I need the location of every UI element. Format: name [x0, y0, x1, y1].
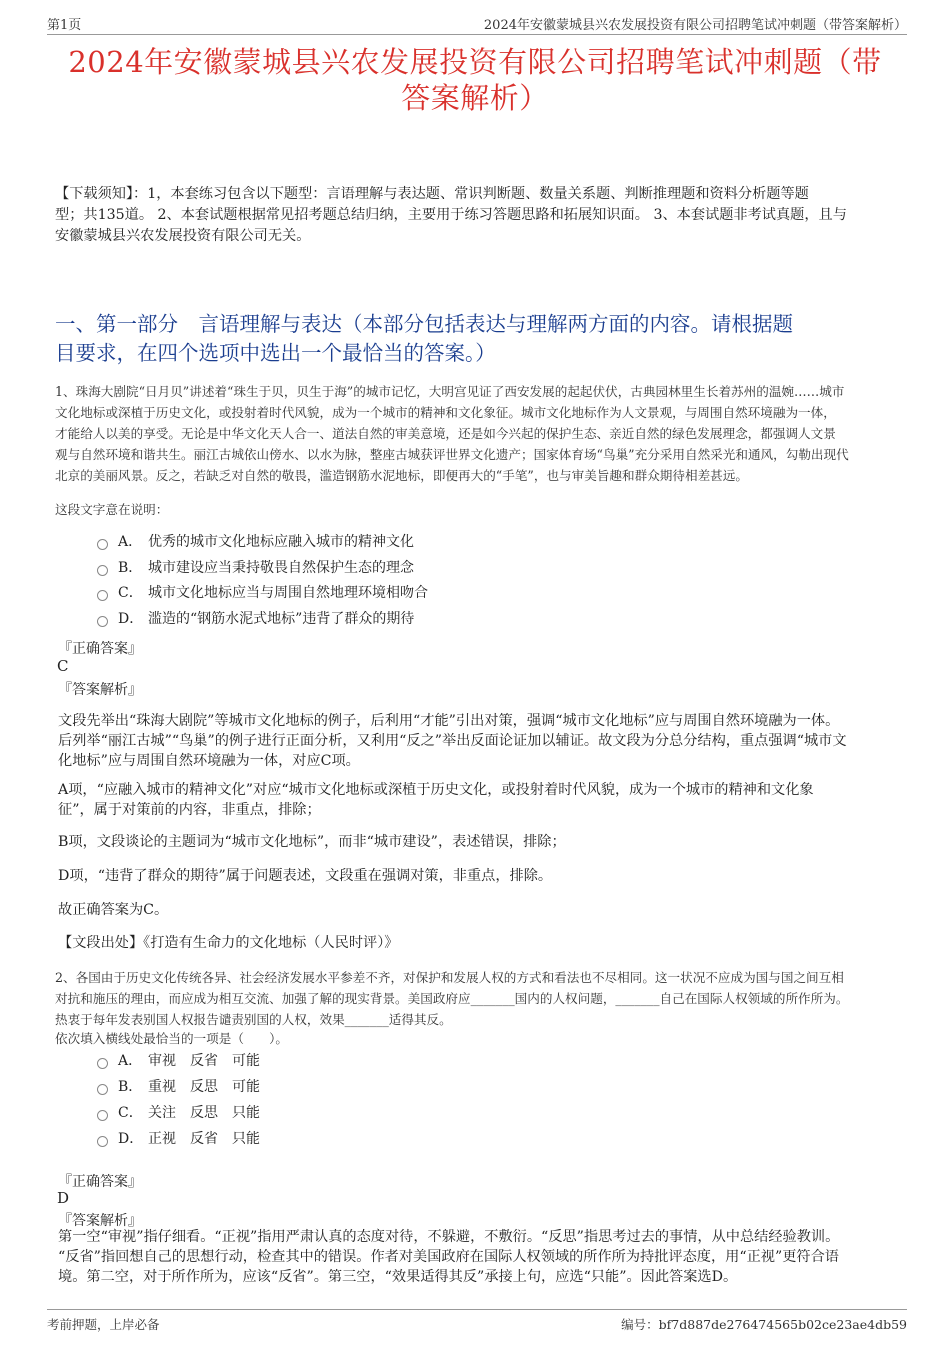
q1-analysis — [58, 711, 900, 771]
footer-serial-number: 编号：bf7d887de276474565b02ce23ae4db59 — [621, 1317, 907, 1332]
option-text: 城市文化地标应当与周围自然地理环境相吻合 — [148, 585, 428, 601]
section-1-heading — [55, 310, 905, 368]
notice-line: 安徽蒙城县兴农发展投资有限公司无关。 — [55, 228, 311, 244]
document-title — [40, 44, 910, 116]
q1-answer-label: 『正确答案』 — [58, 641, 142, 657]
analysis-line: 征”，属于对策前的内容，非重点，排除； — [58, 802, 321, 818]
q2-option-c[interactable] — [97, 1103, 260, 1123]
q2-analysis — [58, 1227, 900, 1287]
option-letter: D． — [118, 611, 144, 627]
option-letter: D． — [118, 1131, 144, 1147]
footer-divider — [47, 1309, 907, 1310]
question-2-stem — [55, 967, 900, 1048]
radio-button-icon[interactable] — [97, 539, 108, 550]
q1-conclusion: 故正确答案为C。 — [58, 902, 169, 918]
option-letter: A． — [118, 534, 143, 550]
analysis-line: 第一空“审视”指仔细看。“正视”指用严肃认真的态度对待，不躲避，不敷衍。“反思”指思考过去的事情，从中总结经验教训。 — [58, 1229, 840, 1245]
option-text: 滥造的“钢筋水泥式地标”违背了群众的期待 — [148, 611, 415, 627]
analysis-line: 后列举“丽江古城”“鸟巢”的例子进行正面分析，又利用“反之”举出反面论证加以辅证。故文段为分总分结构，重点强调“城市文 — [58, 733, 847, 749]
q1-answer: C — [57, 657, 69, 675]
question-1-stem — [55, 381, 900, 486]
q1-analysis-label: 『答案解析』 — [58, 682, 142, 698]
option-text: 重视 反思 可能 — [148, 1079, 260, 1095]
question-line: 文化地标或深植于历史文化，或投射着时代风貌，成为一个城市的精神和文化象征。城市文化地标作为人文景观，与周围自然环境融为一体， — [55, 405, 836, 420]
option-text: 优秀的城市文化地标应融入城市的精神文化 — [148, 534, 414, 550]
option-text: 审视 反省 可能 — [148, 1053, 260, 1069]
question-line: 2、各国由于历史文化传统各异、社会经济发展水平参差不齐，对保护和发展人权的方式和看法也不尽相同。这一状况不应成为国与国之间互相 — [55, 970, 844, 985]
analysis-line: 文段先举出“珠海大剧院”等城市文化地标的例子，后利用“才能”引出对策，强调“城市文化地标”应与周围自然环境融为一体。 — [58, 713, 840, 729]
question-line: 才能给人以美的享受。无论是中华文化天人合一、道法自然的审美意境，还是如今兴起的保护生态、亲近自然的绿色发展理念，都强调人文景 — [55, 426, 836, 441]
analysis-line: A项，“应融入城市的精神文化”对应“城市文化地标或深植于历史文化，或投射着时代风貌，成为一个城市的精神和文化象 — [58, 782, 814, 798]
question-1-prompt: 这段文字意在说明： — [55, 502, 169, 517]
q1-option-a[interactable] — [97, 532, 414, 552]
option-letter: B． — [118, 560, 143, 576]
question-line: 热衷于每年发表别国人权报告谴责别国的人权，效果_______适得其反。 — [55, 1012, 452, 1027]
q2-analysis-label: 『答案解析』 — [58, 1213, 142, 1229]
question-line: 观与自然环境和谐共生。丽江古城依山傍水、以水为脉，整座古城获评世界文化遗产；国家体育场“鸟巢”充分采用自然采光和通风，勾勒出现代 — [55, 447, 849, 462]
question-line: 对抗和施压的理由，而应成为相互交流、加强了解的现实背景。美国政府应_______国内的人权问题，_______自己在国际人权领域的所作所为。 — [55, 991, 849, 1006]
q1-source: 【文段出处】《打造有生命力的文化地标（人民时评）》 — [58, 935, 399, 951]
q1-analysis-item-a — [58, 780, 900, 820]
option-letter: C． — [118, 585, 143, 601]
radio-button-icon[interactable] — [97, 1084, 108, 1095]
radio-button-icon[interactable] — [97, 1110, 108, 1121]
q1-analysis-item-b: B项，文段谈论的主题词为“城市文化地标”，而非“城市建设”，表述错误，排除； — [58, 834, 566, 850]
radio-button-icon[interactable] — [97, 565, 108, 576]
option-text: 关注 反思 只能 — [148, 1105, 260, 1121]
notice-line: 【下载须知】：1，本套练习包含以下题型：言语理解与表达题、常识判断题、数量关系题、判断推理题和资料分析题等题 — [55, 186, 809, 202]
question-line: 1、珠海大剧院“日月贝”讲述着“珠生于贝，贝生于海”的城市记忆，大明宫见证了西安发展的起起伏伏，古典园林里生长着苏州的温婉……城市 — [55, 384, 845, 399]
q2-option-b[interactable] — [97, 1077, 260, 1097]
radio-button-icon[interactable] — [97, 1058, 108, 1069]
download-notice — [55, 184, 905, 247]
option-letter: A． — [118, 1053, 143, 1069]
q1-option-d[interactable] — [97, 609, 414, 629]
q1-option-c[interactable] — [97, 583, 428, 603]
q2-answer-label: 『正确答案』 — [58, 1174, 142, 1190]
q2-answer: D — [57, 1189, 70, 1207]
analysis-line: 境。第二空，对于所作所为，应该“反省”。第三空，“效果适得其反”承接上句，应选“只能”。因此答案选D。 — [58, 1269, 738, 1285]
q1-option-b[interactable] — [97, 558, 414, 578]
q1-analysis-item-d: D项，“违背了群众的期待”属于问题表述，文段重在强调对策，非重点，排除。 — [58, 868, 553, 884]
title-line-2: 答案解析） — [401, 81, 549, 115]
section-heading-line: 目要求，在四个选项中选出一个最恰当的答案。） — [55, 341, 496, 365]
notice-line: 型；共135道。 2、本套试题根据常见招考题总结归纳，主要用于练习答题思路和拓展知识面。 3、本套试题非考试真题，且与 — [55, 207, 847, 223]
q2-option-d[interactable] — [97, 1129, 260, 1149]
page-number: 第1页 — [47, 18, 82, 33]
radio-button-icon[interactable] — [97, 616, 108, 627]
radio-button-icon[interactable] — [97, 590, 108, 601]
running-header-title: 2024年安徽蒙城县兴农发展投资有限公司招聘笔试冲刺题（带答案解析） — [483, 18, 907, 33]
question-line: 北京的美丽风景。反之，若缺乏对自然的敬畏，滥造钢筋水泥地标，即便再大的“手笔”，也与审美旨趣和群众期待相差甚远。 — [55, 468, 748, 483]
question-prompt: 依次填入横线处最恰当的一项是（ ）。 — [55, 1031, 288, 1046]
radio-button-icon[interactable] — [97, 1136, 108, 1147]
analysis-line: 化地标”应与周围自然环境融为一体，对应C项。 — [58, 753, 360, 769]
option-text: 城市建设应当秉持敬畏自然保护生态的理念 — [148, 560, 414, 576]
analysis-line: “反省”指回想自己的思想行动，检查其中的错误。作者对美国政府在国际人权领域的所作所为持批评态度，用“正视”更符合语 — [58, 1249, 839, 1265]
q2-option-a[interactable] — [97, 1051, 260, 1071]
footer-slogan: 考前押题，上岸必备 — [47, 1317, 160, 1332]
option-text: 正视 反省 只能 — [148, 1131, 260, 1147]
title-line-1: 2024年安徽蒙城县兴农发展投资有限公司招聘笔试冲刺题（带 — [68, 45, 882, 79]
option-letter: C． — [118, 1105, 143, 1121]
option-letter: B． — [118, 1079, 143, 1095]
section-heading-line: 一、第一部分 言语理解与表达（本部分包括表达与理解两方面的内容。请根据题 — [55, 312, 793, 336]
header-divider — [47, 34, 907, 35]
